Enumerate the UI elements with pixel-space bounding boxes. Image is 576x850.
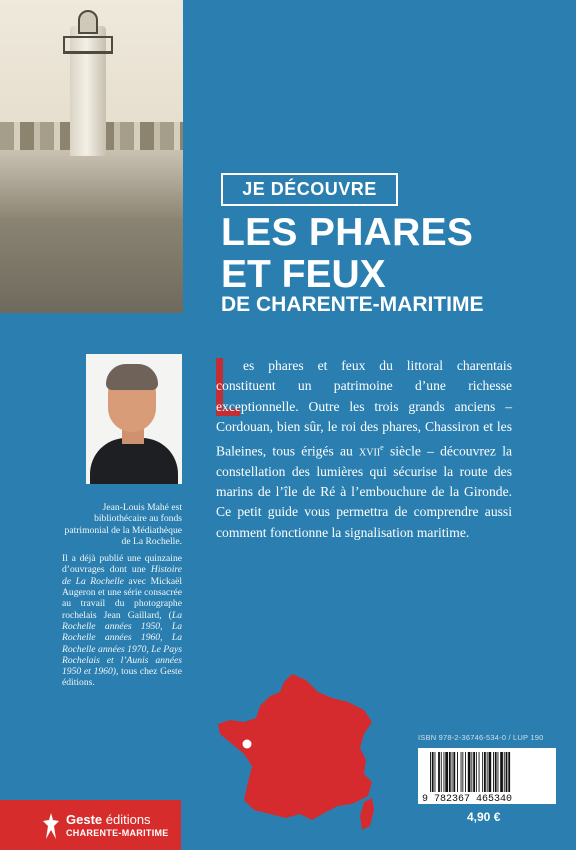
- publisher-name-bold: Geste: [66, 812, 103, 827]
- barcode-bar: [471, 752, 472, 792]
- blurb-segment: es phares et feux du littoral charentais constituent un patrimoine d’une richesse exceptionnelle. Outre les trois grands anciens – Cordouan, bien sûr, le roi des phares, Chassiron et les Baleines, tous érigés au: [216, 358, 512, 459]
- book-title: Histoire de La Rochelle: [62, 564, 182, 587]
- corsica-shape: [360, 798, 374, 830]
- barcode-bar: [438, 752, 440, 792]
- title-line-2: ET FEUX: [221, 253, 386, 296]
- bio-text: avec Mickaël Augeron et une série consacrée au travail du photographe rochelais Jean Gaillard, (: [62, 575, 182, 621]
- barcode-digits: 9 782367 465340: [422, 794, 513, 804]
- barcode-bar: [482, 752, 483, 792]
- author-bio: [62, 502, 182, 695]
- france-shape: [218, 674, 372, 820]
- barcode-bar: [435, 752, 436, 792]
- barcode-bar: [457, 752, 458, 792]
- barcode-bar: [453, 752, 455, 792]
- barcode-bar: [449, 752, 451, 792]
- france-map: [214, 670, 379, 836]
- bio-text: , tous chez Geste éditions.: [62, 666, 182, 689]
- barcode-bar: [489, 752, 492, 792]
- blurb-segment: siècle – découvrez la constellation des lumières qui sécurise la route des marins de l’île de Ré à l’embouchure de la Gironde. Ce petit guide vous permettra de comprendre aussi comment fonctionne la signalisation maritime.: [216, 443, 513, 540]
- publisher-name: [66, 812, 151, 827]
- publisher-name-light: éditions: [102, 812, 151, 827]
- isbn: ISBN 978-2-36746-534-0 / LUP 190: [418, 733, 544, 742]
- blurb-text: [216, 356, 512, 543]
- barcode-bar: [473, 752, 475, 792]
- barcode-bar: [500, 752, 503, 792]
- book-titles: La Rochelle années 1950, La Rochelle années 1960, La Rochelle années 1970, Le Pays Rochelais et l’Aunis années 1950 et 1960): [62, 609, 182, 678]
- century-sup: e: [380, 442, 384, 452]
- barcode-bar: [444, 752, 445, 792]
- barcode-bar: [493, 752, 494, 792]
- barcode-bar: [452, 752, 453, 792]
- barcode-bar: [476, 752, 477, 792]
- barcode-bar: [465, 752, 466, 792]
- barcode-bar: [508, 752, 510, 792]
- bio-text: Il a déjà publié une quinzaine d’ouvrages dont une: [62, 553, 182, 576]
- author-bio-paragraph-2: [62, 553, 182, 689]
- location-marker: [243, 740, 252, 749]
- barcode-bar: [461, 752, 462, 792]
- series-label: JE DÉCOUVRE: [221, 173, 398, 206]
- century: xvii: [359, 443, 381, 459]
- barcode-bar: [441, 752, 442, 792]
- blurb-block: [216, 356, 512, 546]
- title-line-1: LES PHARES: [221, 211, 474, 254]
- barcode-bar: [498, 752, 499, 792]
- price: 4,90 €: [467, 810, 501, 824]
- author-bio-paragraph-1: Jean-Louis Mahé est bibliothécaire au fonds patrimonial de la Médiathèque de La Rochelle.: [64, 502, 182, 547]
- barcode-bar: [487, 752, 488, 792]
- barcode-bar: [504, 752, 505, 792]
- author-photo: [86, 354, 182, 484]
- barcode-bar: [484, 752, 486, 792]
- barcode-bar: [430, 752, 431, 792]
- barcode-bar: [506, 752, 508, 792]
- barcode-bar: [468, 752, 471, 792]
- subtitle: DE CHARENTE-MARITIME: [221, 293, 484, 316]
- barcode-graphic: [418, 748, 556, 804]
- publisher-block: [0, 800, 181, 850]
- barcode-bar: [479, 752, 480, 792]
- barcode: [418, 748, 556, 804]
- barcode-bar: [445, 752, 448, 792]
- barcode-bar: [495, 752, 497, 792]
- barcode-bar: [432, 752, 434, 792]
- publisher-region: CHARENTE-MARITIME: [66, 828, 169, 838]
- publisher-logo-icon: [42, 813, 60, 839]
- lighthouse-photo: [0, 0, 183, 313]
- barcode-bar: [462, 752, 463, 792]
